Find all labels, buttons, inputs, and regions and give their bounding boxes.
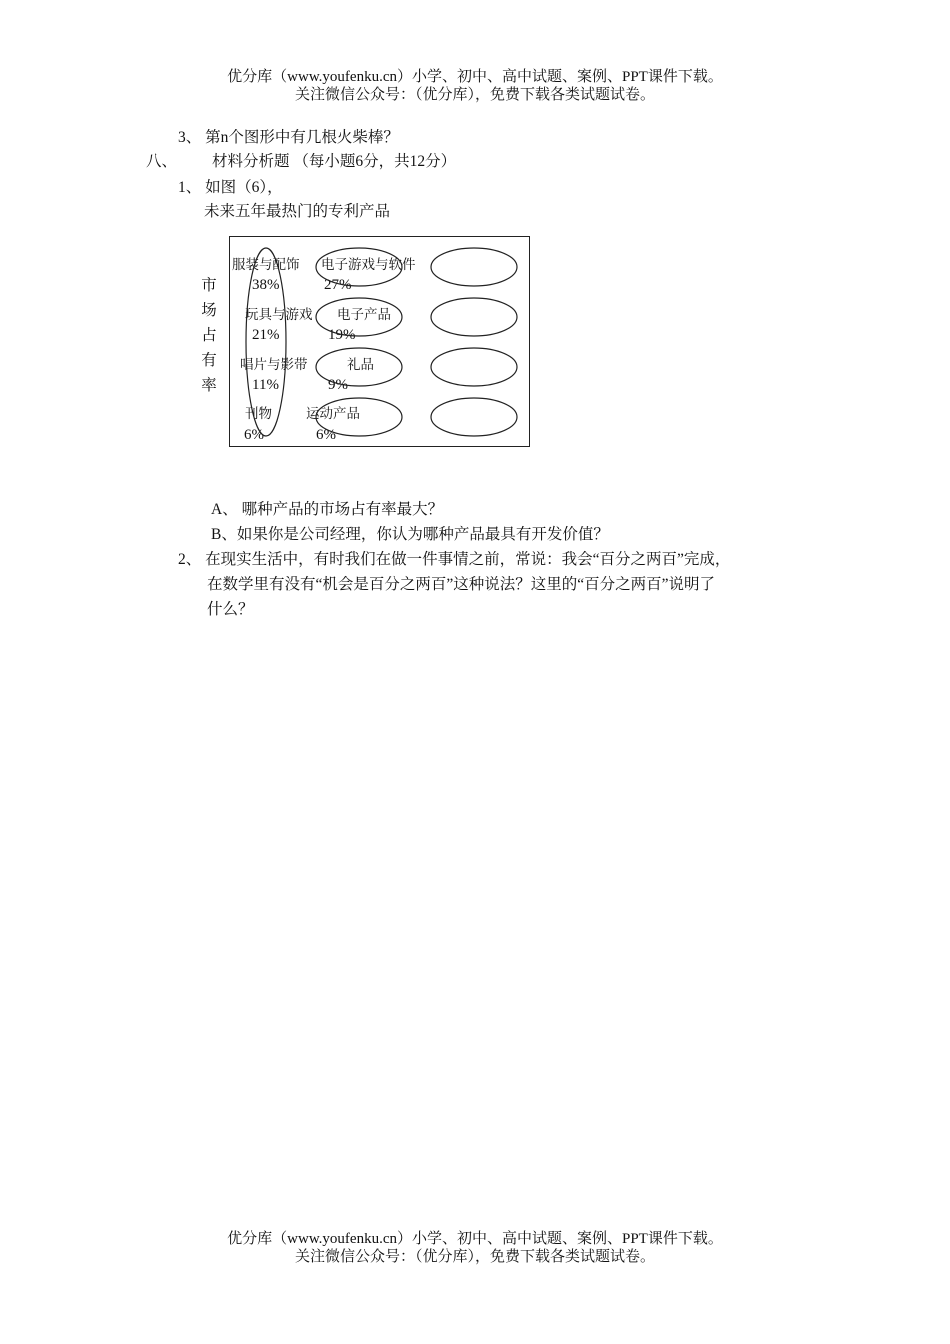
item-percent: 11% bbox=[252, 377, 279, 393]
oval-col3-row4 bbox=[431, 398, 517, 436]
question-2-line-1: 2、 在现实生活中，有时我们在做一件事情之前，常说：我会“百分之两百”完成， bbox=[178, 551, 731, 568]
item-label: 电子游戏与软件 bbox=[321, 257, 416, 272]
section-8-number: 八、 bbox=[146, 153, 178, 170]
oval-col2-row1 bbox=[316, 248, 402, 286]
question-3: 3、 第n个图形中有几根火柴棒？ bbox=[178, 129, 399, 146]
item-label: 礼品 bbox=[347, 357, 374, 372]
figure-title: 未来五年最热门的专利产品 bbox=[204, 203, 391, 220]
item-label: 服装与配饰 bbox=[232, 257, 300, 272]
side-label-char-4: 有 bbox=[201, 352, 217, 369]
item-percent: 19% bbox=[328, 327, 356, 343]
item-percent: 38% bbox=[252, 277, 280, 293]
oval-col3-row2 bbox=[431, 298, 517, 336]
item-label: 电子产品 bbox=[337, 307, 391, 322]
footer-line-2: 关注微信公众号：（优分库），免费下载各类试题试卷。 bbox=[294, 1249, 655, 1265]
item-percent: 27% bbox=[324, 277, 352, 293]
oval-col2-row3 bbox=[316, 348, 402, 386]
item-percent: 6% bbox=[244, 427, 264, 443]
question-1-a: A、 哪种产品的市场占有率最大？ bbox=[211, 501, 444, 518]
item-label: 玩具与游戏 bbox=[245, 307, 313, 322]
item-percent: 21% bbox=[252, 327, 280, 343]
question-2-line-3: 什么？ bbox=[207, 601, 254, 618]
item-label: 唱片与影带 bbox=[240, 357, 308, 372]
footer-line-1: 优分库（www.youfenku.cn）小学、初中、高中试题、案例、PPT课件下载。 bbox=[227, 1231, 723, 1247]
side-label-char-2: 场 bbox=[201, 302, 217, 319]
question-1-label: 1、 如图（6）， bbox=[178, 179, 283, 196]
question-2-line-2: 在数学里有没有“机会是百分之两百”这种说法？这里的“百分之两百”说明了 bbox=[207, 576, 716, 593]
tall-oval bbox=[246, 248, 286, 436]
oval-col2-row2 bbox=[316, 298, 402, 336]
header-line-1: 优分库（www.youfenku.cn）小学、初中、高中试题、案例、PPT课件下载。 bbox=[227, 69, 723, 85]
oval-col3-row1 bbox=[431, 248, 517, 286]
item-label: 运动产品 bbox=[306, 406, 360, 421]
item-percent: 6% bbox=[316, 427, 336, 443]
oval-col3-row3 bbox=[431, 348, 517, 386]
item-label: 刊物 bbox=[245, 406, 272, 421]
item-percent: 9% bbox=[328, 377, 348, 393]
side-label-char-5: 率 bbox=[201, 377, 217, 394]
side-label-char-1: 市 bbox=[201, 277, 217, 294]
side-label-char-3: 占 bbox=[201, 327, 217, 344]
oval-col2-row4 bbox=[316, 398, 402, 436]
question-1-b: B、如果你是公司经理，你认为哪种产品最具有开发价值？ bbox=[211, 526, 609, 543]
section-8-title: 材料分析题 （每小题6分，共12分） bbox=[212, 153, 457, 170]
header-line-2: 关注微信公众号：（优分库），免费下载各类试题试卷。 bbox=[294, 87, 655, 103]
